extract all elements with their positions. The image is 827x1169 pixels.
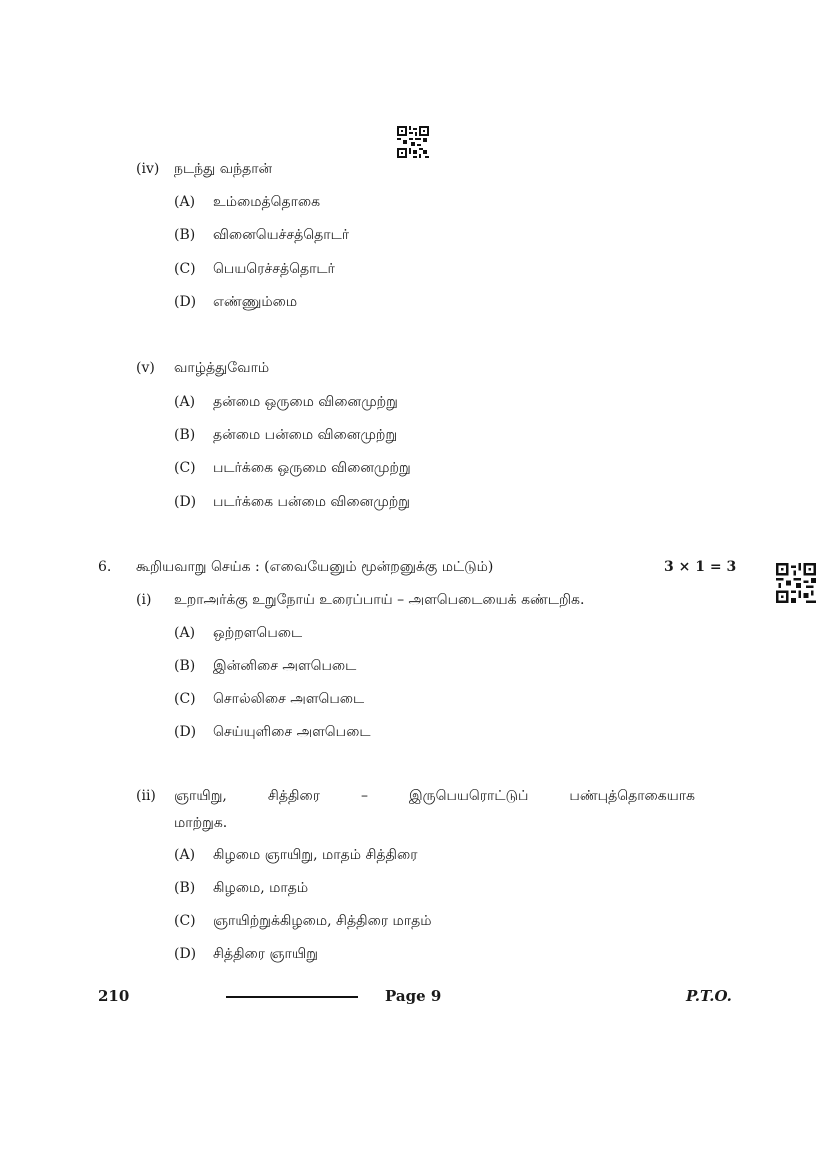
- q6-i-number: (i): [136, 592, 152, 608]
- paper-code: 210: [98, 987, 130, 1005]
- q6-i-option-b: இன்னிசை அளபெடை: [213, 658, 357, 674]
- q-iv-option-a: உம்மைத்தொகை: [213, 194, 321, 210]
- q6-i-option-a: ஒற்றளபெடை: [213, 625, 303, 641]
- pto-label: P.T.O.: [686, 987, 732, 1005]
- q-iv-option-d: எண்ணும்மை: [213, 294, 298, 310]
- q6-ii-word-3: –: [360, 788, 368, 804]
- q-v-option-c: படர்க்கை ஒருமை வினைமுற்று: [213, 460, 411, 476]
- q6-i-option-b-label: (B): [174, 658, 196, 674]
- q-iv-option-b: வினையெச்சத்தொடர்: [213, 227, 350, 243]
- q-v-option-a: தன்மை ஒருமை வினைமுற்று: [213, 394, 398, 410]
- q-iv-option-d-label: (D): [174, 294, 197, 310]
- q-v-option-d-label: (D): [174, 494, 197, 510]
- q-v-text: வாழ்த்துவோம்: [174, 360, 270, 376]
- q6-ii-word-4: இருபெயரொட்டுப்: [408, 788, 529, 804]
- q6-ii-option-a: கிழமை ஞாயிறு, மாதம் சித்திரை: [213, 847, 418, 863]
- q6-ii-option-a-label: (A): [174, 847, 196, 863]
- q-iv-option-c: பெயரெச்சத்தொடர்: [213, 261, 335, 277]
- footer-rule: [226, 996, 358, 998]
- q6-i-option-a-label: (A): [174, 625, 196, 641]
- qr-code-side: [776, 563, 816, 603]
- q6-ii-word-2: சித்திரை: [267, 788, 320, 804]
- q6-i-text: உறாஅர்க்கு உறுநோய் உரைப்பாய் – அளபெடையைக் கண்டறிக.: [174, 592, 585, 608]
- q-iv-option-b-label: (B): [174, 227, 196, 243]
- q-v-option-d: படர்க்கை பன்மை வினைமுற்று: [213, 494, 410, 510]
- q6-instruction: கூறியவாறு செய்க : (எவையேனும் மூன்றனுக்கு மட்டும்): [136, 559, 494, 575]
- q-iv-option-a-label: (A): [174, 194, 196, 210]
- q6-ii-option-b: கிழமை, மாதம்: [213, 880, 309, 896]
- q6-i-option-c: சொல்லிசை அளபெடை: [213, 691, 365, 707]
- page-number: Page 9: [385, 987, 442, 1005]
- q6-number: 6.: [98, 559, 112, 575]
- q6-marks: 3 × 1 = 3: [664, 559, 737, 575]
- q6-i-option-d-label: (D): [174, 724, 197, 740]
- q6-ii-number: (ii): [136, 788, 156, 804]
- q-v-option-c-label: (C): [174, 460, 196, 476]
- q6-ii-option-c-label: (C): [174, 913, 196, 929]
- q-v-option-b: தன்மை பன்மை வினைமுற்று: [213, 427, 398, 443]
- qr-code-top: [397, 126, 429, 158]
- q-iv-text: நடந்து வந்தான்: [174, 161, 273, 177]
- q6-ii-option-b-label: (B): [174, 880, 196, 896]
- q6-ii-word-1: ஞாயிறு,: [174, 788, 227, 804]
- q-iv-number: (iv): [136, 161, 160, 177]
- q6-ii-text-line2: மாற்றுக.: [174, 815, 228, 831]
- q6-ii-option-d-label: (D): [174, 946, 197, 962]
- q6-i-option-c-label: (C): [174, 691, 196, 707]
- q6-i-option-d: செய்யுளிசை அளபெடை: [213, 724, 371, 740]
- q6-ii-text-line1: [174, 788, 695, 806]
- q-v-option-a-label: (A): [174, 394, 196, 410]
- q6-ii-option-d: சித்திரை ஞாயிறு: [213, 946, 318, 962]
- q6-ii-option-c: ஞாயிற்றுக்கிழமை, சித்திரை மாதம்: [213, 913, 432, 929]
- q-iv-option-c-label: (C): [174, 261, 196, 277]
- q6-ii-word-5: பண்புத்தொகையாக: [569, 788, 695, 804]
- q-v-number: (v): [136, 360, 155, 376]
- q-v-option-b-label: (B): [174, 427, 196, 443]
